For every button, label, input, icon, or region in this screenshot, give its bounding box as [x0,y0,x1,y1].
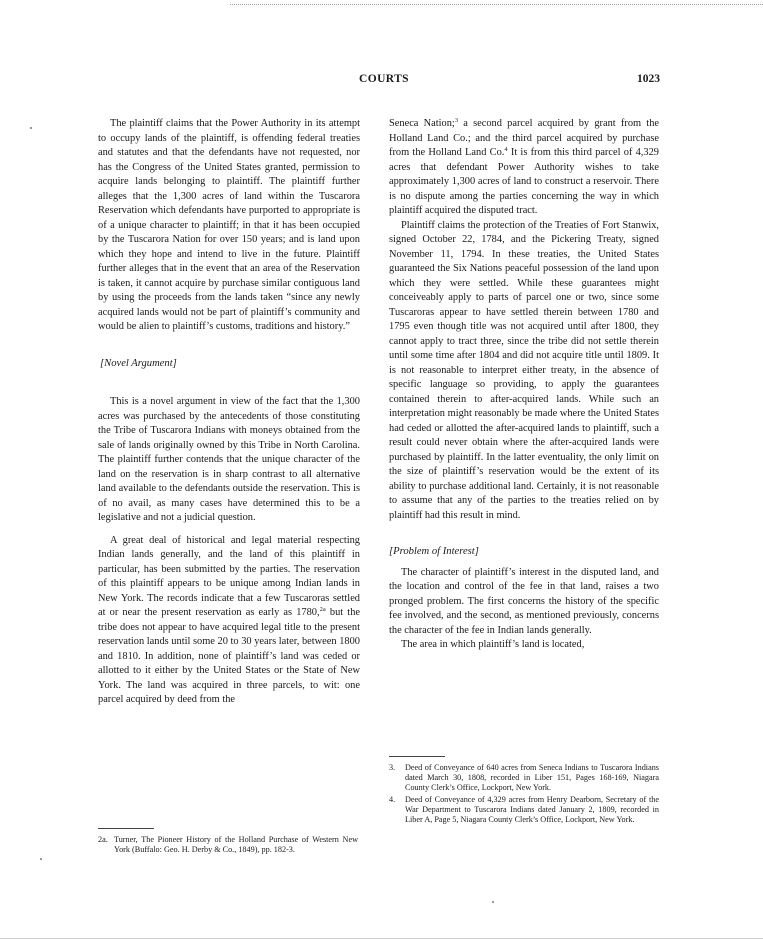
paragraph-text: but the tribe does not appear to have acquired legal title to the present reservation lands until some 20 to 30 years later, between 1800 and 1810. In addition, none of plaintiff’s land was ceded or allotted to it either by the United States or the State of New York. The land was acquired in three parcels, to wit: one parcel acquired by deed from the [98,607,360,705]
right-footnotes [389,754,659,826]
right-column [389,117,659,653]
footnote-mark: 4. [389,794,396,804]
footnote-ref: 4 [504,146,508,153]
footnote-text: Deed of Conveyance of 4,329 acres from Henry Dearborn, Secretary of the War Department to Tuscarora Indians dated January 2, 1809, recorded in Liber A, Page 5, Niagara County Clerk’s Office, Lockport, New York. [405,794,659,825]
paragraph: Plaintiff claims the protection of the Treaties of Fort Stanwix, signed October 22, 1784, and the Pickering Treaty, signed November 11, 1794. In these treaties, the United States guaranteed the Six Nations peaceful possession of the land upon which they were settled. While these guarantees might conceiveably apply to parts of parcel one or two, since some Tuscaroras appear to have settled therein between 1780 and 1795 even though title was not acquired until after 1800, they cannot apply to tract three, since the tribe did not settle therein until some time after 1804 and did not acquire title until 1809. It is not reasonable to interpret either treaty, in the absence of specific language so providing, to apply the guarantees contained therein to after-acquired lands. While such an interpretation might reasonably be made where the United States had ceded or allotted the after-acquired lands to plaintiff, such a result could never obtain where the after-acquired lands were purchased by plaintiff. In the latter eventuality, the only limit on the size of plaintiff’s reservation would be the extent of its ability to purchase additional land. Certainly, it is not reasonable to assume that any of the parties to the treaties relied on by plaintiff had this result in mind. [389,219,659,521]
left-footnotes [98,826,358,856]
footnote-text: Turner, The Pioneer History of the Holland Purchase of Western New York (Buffalo: Geo. H. Derby & Co., 1849), pp. 182-3. [114,835,358,855]
running-head: COURTS [359,73,409,85]
scan-speck [40,858,42,860]
section-heading-problem-of-interest: [Problem of Interest] [389,546,479,557]
top-border-rule [230,4,763,5]
footnote-mark: 2a. [98,835,108,844]
footnote [98,835,358,855]
footnote-ref: 2a [319,606,326,613]
footnote-rule [389,756,445,757]
paragraph-text: A great deal of historical and legal material respecting Indian lands generally, and the land of this plaintiff in particular, has been submitted by the parties. The reservation of this plaintiff appears to be unique among Indian lands in New York. The records indicate that a few Tuscaroras settled at or near the present reservation as early as 1780, [98,534,360,618]
paragraph: The character of plaintiff’s interest in the disputed land, and the location and control of the fee in that land, raises a two pronged problem. The first concerns the history of the specific fee involved, and the second, as mentioned previously, concerns the character of the fee in Indian lands generally. [389,566,659,636]
paragraph [389,117,659,219]
footnote-rule [98,828,154,829]
paragraph: The area in which plaintiff’s land is located, [401,639,585,650]
footnote-text: Deed of Conveyance of 640 acres from Seneca Indians to Tuscarora Indians dated March 30, 1808, recorded in Liber 151, Pages 168-169, Niagara County Clerk’s Office, Lockport, New York. [405,763,659,793]
scan-speck [492,901,494,903]
page-header [108,73,660,89]
scan-speck [30,127,32,129]
paragraph-text: Seneca Nation; [389,118,455,129]
paragraph: This is a novel argument in view of the fact that the 1,300 acres was purchased by the antecedents of those constituting the Tribe of Tuscarora Indians with moneys obtained from the sale of lands originally owned by this Tribe in North Carolina. The plaintiff further contends that the unique character of the land on the reservation is in sharp contrast to all alternative land available to the defendants outside the reservation. This is of no avail, as many cases have determined this to be a legislative and not a judicial question. [98,396,360,523]
paragraph-text: a second parcel acquired by grant from the Holland Land Co.; and the third parcel acquired by purchase from the Holland Land Co. [389,118,660,158]
footnote-mark: 3. [389,763,396,772]
page-number: 1023 [637,73,660,85]
footnote [389,763,659,794]
left-column [98,117,360,708]
footnote [389,795,659,826]
paragraph: The plaintiff claims that the Power Authority in its attempt to occupy lands of the plaintiff, is offending federal treaties and statutes and that the defendants have not requested, nor has the Congress of the United States granted, permission to acquire lands belonging to plaintiff. The plaintiff further alleges that the 1,300 acres of land within the Tuscarora Reservation which defendants have purported to appropriate is of a unique character to plaintiff; in that it has been occupied by the Tuscarora Nation for over 150 years; and is land upon which they hope and intend to live in the future. Plaintiff further alleges that in the event that an area of the Reservation is taken, it cannot acquire by purchase similar contiguous land by using the proceeds from the lands taken “since any newly acquired lands would not be part of plaintiff’s community and would be alien to plaintiff’s customs, traditions and history.” [98,118,360,332]
paragraph [98,534,360,708]
section-heading-novel-argument: [Novel Argument] [100,357,177,369]
paragraph-text: It is from this third parcel of 4,329 acres that defendant Power Authority wishes to take approximately 1,300 acres of land to construct a reservoir. There is no dispute among the parties concerning the way in which plaintiff acquired the disputed tract. [389,147,659,216]
footnote-ref: 3 [454,117,459,124]
